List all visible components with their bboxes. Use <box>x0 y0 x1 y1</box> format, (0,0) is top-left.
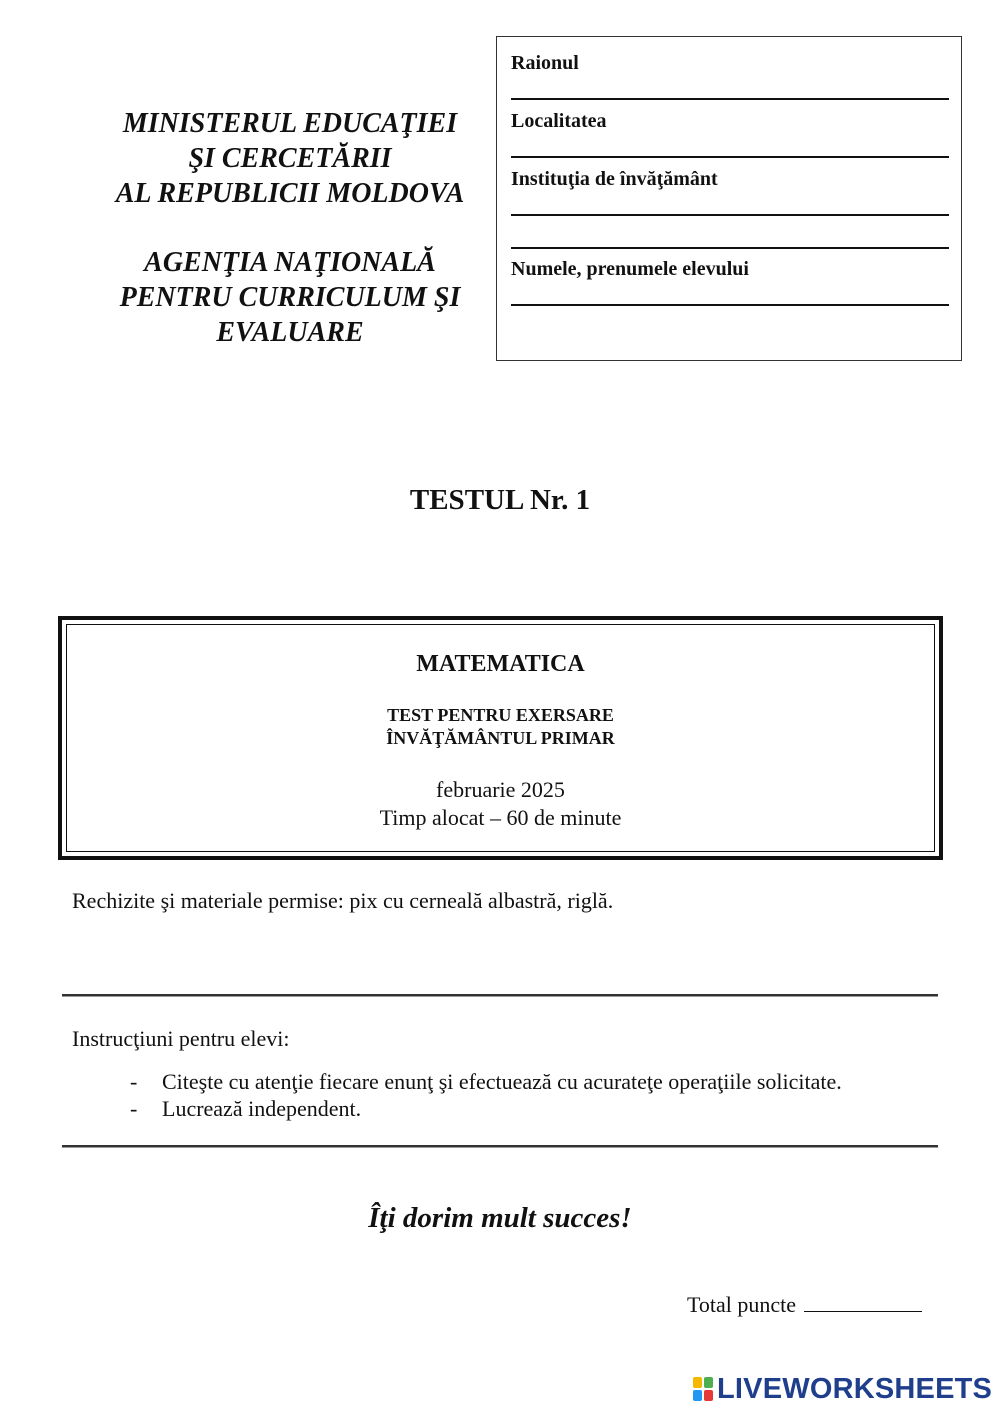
agency-line: AGENŢIA NAŢIONALĂ <box>144 247 436 278</box>
list-item <box>130 1095 842 1122</box>
bullet-dash: - <box>130 1096 138 1121</box>
instruction-text: Lucrează independent. <box>162 1096 362 1121</box>
instructions-list <box>130 1068 842 1122</box>
locality-field[interactable] <box>511 156 949 158</box>
subject-box-inner <box>66 624 935 852</box>
institution-field[interactable] <box>511 214 949 216</box>
subject-box <box>58 616 943 860</box>
district-field[interactable] <box>511 98 949 100</box>
test-type: TEST PENTRU EXERSARE <box>387 705 614 725</box>
requisites-text: Rechizite şi materiale permise: pix cu cerneală albastră, riglă. <box>72 888 614 913</box>
test-title: TESTUL Nr. 1 <box>409 484 591 516</box>
district-label: Raionul <box>511 52 579 74</box>
liveworksheets-logo-icon <box>693 1377 713 1401</box>
total-points <box>687 1292 922 1318</box>
divider <box>62 1145 938 1148</box>
ministry-line: ŞI CERCETĂRII <box>188 143 392 174</box>
student-name-field[interactable] <box>511 304 949 306</box>
ministry-line: MINISTERUL EDUCAŢIEI <box>122 108 458 139</box>
bullet-dash: - <box>130 1069 138 1094</box>
watermark-text: LIVEWORKSHEETS <box>717 1372 993 1405</box>
ministry-line: AL REPUBLICII MOLDOVA <box>115 178 465 209</box>
total-points-label: Total puncte <box>687 1292 797 1317</box>
subject-name: MATEMATICA <box>416 651 585 677</box>
locality-label: Localitatea <box>511 110 607 132</box>
student-info-box <box>496 36 962 361</box>
instruction-text: Citeşte cu atenţie fiecare enunţ şi efectuează cu acurateţe operaţiile solicitate. <box>162 1069 842 1094</box>
education-level: ÎNVĂŢĂMÂNTUL PRIMAR <box>386 728 615 748</box>
agency-line: EVALUARE <box>216 317 364 348</box>
liveworksheets-watermark <box>693 1373 992 1405</box>
good-luck-message: Îţi dorim mult succes! <box>368 1202 632 1234</box>
agency-line: PENTRU CURRICULUM ŞI <box>119 282 461 313</box>
instructions-heading: Instrucţiuni pentru elevi: <box>72 1026 290 1051</box>
ministry-header <box>90 106 490 350</box>
total-points-field[interactable] <box>804 1293 922 1312</box>
test-date: februarie 2025 <box>436 777 565 802</box>
institution-field-line-2[interactable] <box>511 247 949 249</box>
student-name-label: Numele, prenumele elevului <box>511 258 749 280</box>
institution-label: Instituţia de învăţământ <box>511 168 718 190</box>
divider <box>62 994 938 997</box>
list-item <box>130 1068 842 1095</box>
time-allotted: Timp alocat – 60 de minute <box>379 805 622 830</box>
